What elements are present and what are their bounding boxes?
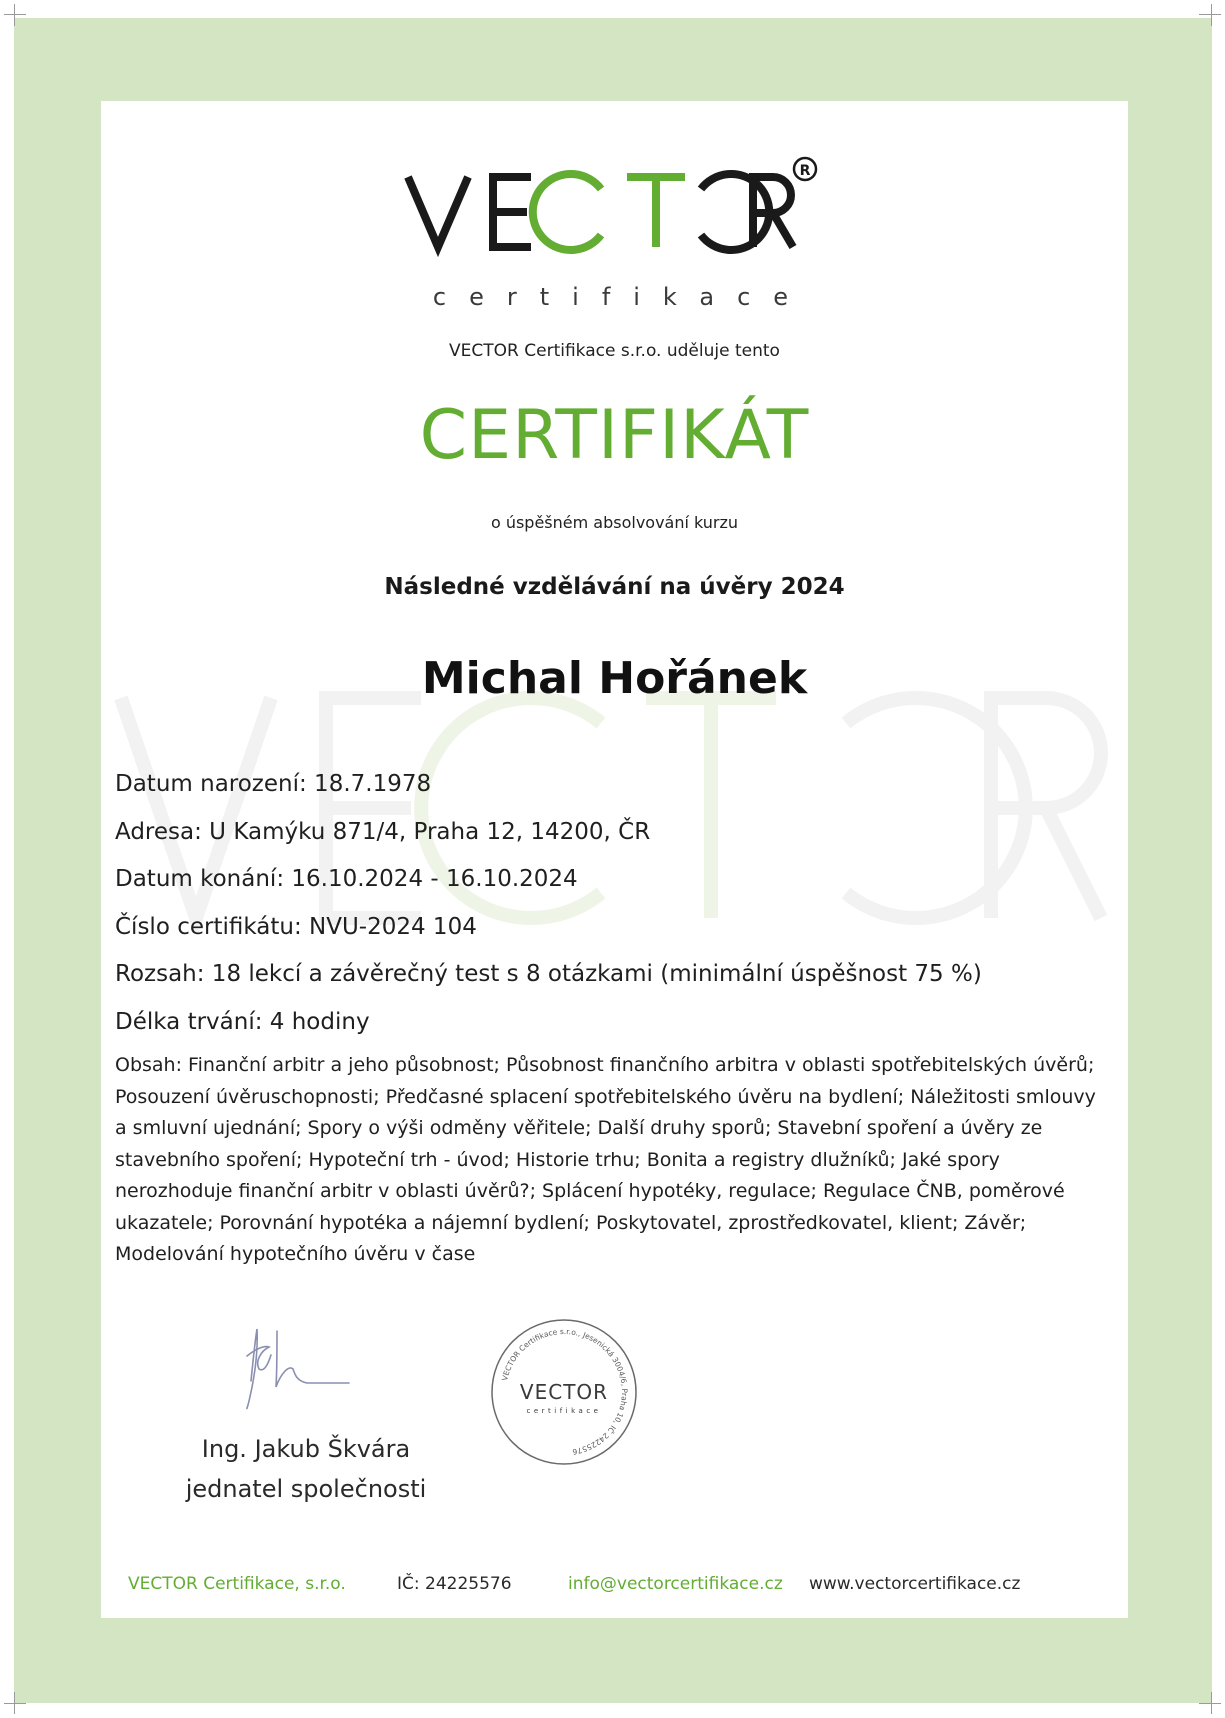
crop-mark-top-left	[14, 4, 15, 26]
birth-date: Datum narození: 18.7.1978	[115, 771, 432, 797]
crop-mark-top-right	[1199, 14, 1221, 15]
footer-email[interactable]: info@vectorcertifikace.cz	[568, 1574, 783, 1594]
footer-company-id: IČ: 24225576	[397, 1574, 512, 1594]
footer	[101, 1574, 1128, 1604]
certificate-number: Číslo certifikátu: NVU-2024 104	[115, 913, 477, 940]
company-stamp	[489, 1317, 639, 1467]
footer-company: VECTOR Certifikace, s.r.o.	[128, 1574, 346, 1594]
footer-website[interactable]: www.vectorcertifikace.cz	[809, 1574, 1021, 1594]
crop-mark-bottom-left	[14, 1692, 15, 1714]
crop-mark-bottom-left	[4, 1703, 26, 1704]
certificate-sheet	[101, 101, 1128, 1618]
course-content: Obsah: Finanční arbitr a jeho působnost; Působnost finančního arbitra v oblasti spotřebitelských úvěrů; Posouzení úvěruschopnosti; Předčasné splacení spotřebitelského úvěru na bydlení; Náležitosti smlouvy a smluvní ujednání; Spory o výši odměny věřitele; Další druhy sporů; Stavební spoření a úvěry ze stavebního spoření; Hypoteční trh - úvod; Historie trhu; Bonita a registry dlužníků; Jaké spory nerozhoduje finanční arbitr v oblasti úvěrů?; Splácení hypotéky, regulace; Regulace ČNB, poměrové ukazatele; Porovnání hypotéka a nájemní bydlení; Poskytovatel, zprostředkovatel, klient; Závěr; Modelování hypotečního úvěru v čase	[115, 1054, 1096, 1265]
event-date: Datum konání: 16.10.2024 - 16.10.2024	[115, 866, 578, 892]
stamp-wordmark: VECTOR	[519, 1380, 609, 1404]
vector-logo	[401, 151, 821, 341]
crop-mark-bottom-right	[1211, 1692, 1212, 1714]
logo-tagline: certifikace	[432, 283, 812, 311]
course-name: Následné vzdělávání na úvěry 2024	[384, 574, 845, 600]
signatory-name: Ing. Jakub Škvára	[201, 1435, 411, 1463]
crop-mark-bottom-right	[1199, 1703, 1221, 1704]
signature-image	[241, 1321, 351, 1416]
crop-mark-top-right	[1211, 4, 1212, 26]
address: Adresa: U Kamýku 871/4, Praha 12, 14200, ČR	[115, 818, 651, 845]
issuer-line: VECTOR Certifikace s.r.o. uděluje tento	[449, 341, 780, 361]
course-scope: Rozsah: 18 lekcí a závěrečný test s 8 otázkami (minimální úspěšnost 75 %)	[115, 961, 982, 987]
certificate-title: CERTIFIKÁT	[419, 396, 810, 475]
crop-mark-top-left	[4, 14, 26, 15]
certificate-details	[115, 761, 1105, 1271]
course-duration: Délka trvání: 4 hodiny	[115, 1008, 370, 1035]
svg-text:R: R	[799, 163, 811, 179]
certificate-subtitle: o úspěšném absolvování kurzu	[490, 513, 739, 532]
vector-wordmark-icon	[401, 151, 821, 271]
recipient-name: Michal Hořánek	[421, 653, 808, 704]
signatory	[161, 1429, 451, 1509]
stamp-ring-text: VECTOR Certifikace s.r.o., Jesenická 3004/6, Praha 10, IČ 24225576	[500, 1326, 630, 1457]
signatory-role: jednatel společnosti	[185, 1475, 427, 1503]
stamp-tagline: certifikace	[526, 1407, 602, 1415]
